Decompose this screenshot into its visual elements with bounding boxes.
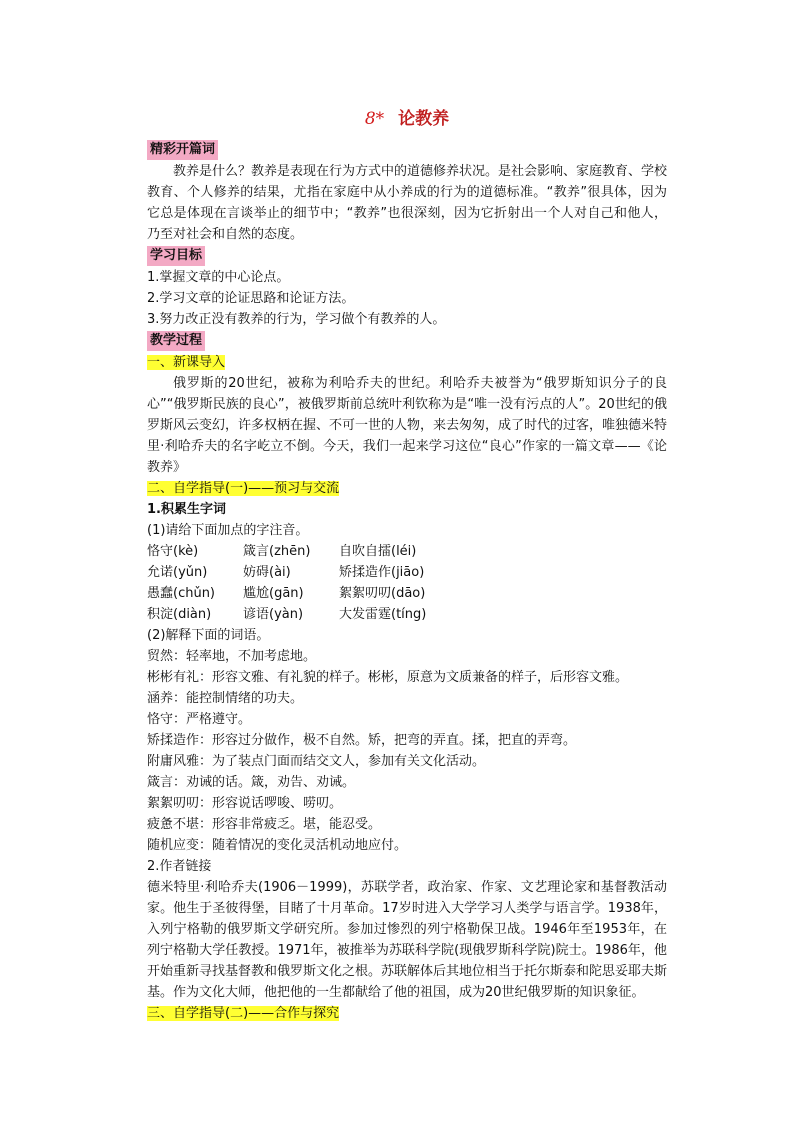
definition-item: 疲惫不堪：形容非常疲乏。堪，能忍受。 bbox=[147, 817, 382, 832]
definition-item: 絮絮叨叨：形容说话啰唆、唠叨。 bbox=[147, 796, 343, 811]
section-tag-goals: 学习目标 bbox=[147, 246, 205, 266]
definition-item: 恪守：严格遵守。 bbox=[147, 712, 252, 727]
definition-item: 矫揉造作：形容过分做作，极不自然。矫，把弯的弄直。揉，把直的弄弯。 bbox=[147, 733, 577, 748]
section-tag-intro: 精彩开篇词 bbox=[147, 140, 218, 160]
pinyin-word: 絮絮叨叨(dāo) bbox=[339, 586, 426, 601]
goal-item: 1.掌握文章的中心论点。 bbox=[147, 270, 290, 285]
part1-heading: 一、新课导入 bbox=[147, 355, 226, 370]
vocab-heading: 1.积累生字词 bbox=[147, 502, 226, 517]
pinyin-word: 谚语(yàn) bbox=[243, 607, 304, 622]
pinyin-word: 积淀(diàn) bbox=[147, 607, 212, 622]
lesson-name: 论教养 bbox=[398, 109, 450, 129]
lesson-number: 8* bbox=[364, 109, 385, 129]
section-tag-process: 教学过程 bbox=[147, 331, 205, 351]
author-paragraph: 德米特里·利哈乔夫(1906－1999)，苏联学者，政治家、作家、文艺理论家和基督教活动家。他生于圣彼得堡，目睹了十月革命。17岁时进入大学学习人类学与语言学。1938年，入列宁格勒的俄罗斯文学研究所。参加过惨烈的列宁格勒保卫战。1946年至1953年，在列宁格勒大学任教授。1971年，被推举为苏联科学院(现俄罗斯科学院)院士。1986年，他开始重新寻找基督教和俄罗斯文化之根。苏联解体后其地位相当于托尔斯泰和陀思妥耶夫斯基。作为文化大师，他把他的一生都献给了他的祖国，成为20世纪俄罗斯的知识象征。 bbox=[147, 880, 668, 1000]
pinyin-word: 恪守(kè) bbox=[147, 544, 199, 559]
goal-item: 3.努力改正没有教养的行为，学习做个有教养的人。 bbox=[147, 312, 446, 327]
pinyin-word: 愚蠢(chǔn) bbox=[147, 586, 216, 601]
author-heading: 2.作者链接 bbox=[147, 859, 212, 874]
lesson-content bbox=[147, 106, 667, 1024]
definition-item: 贸然：轻率地，不加考虑地。 bbox=[147, 649, 317, 664]
pinyin-word: 箴言(zhēn) bbox=[243, 544, 311, 559]
definition-instruction: (2)解释下面的词语。 bbox=[147, 628, 270, 643]
pinyin-instruction: (1)请给下面加点的字注音。 bbox=[147, 523, 309, 538]
pinyin-word: 尴尬(gān) bbox=[243, 586, 304, 601]
lesson-title bbox=[147, 106, 667, 132]
definition-list bbox=[147, 646, 667, 856]
definition-item: 彬彬有礼：形容文雅、有礼貌的样子。彬彬，原意为文质兼备的样子，后形容文雅。 bbox=[147, 670, 629, 685]
pinyin-word: 矫揉造作(jiāo) bbox=[339, 565, 425, 580]
part3-heading: 三、自学指导(二)——合作与探究 bbox=[147, 1006, 340, 1021]
definition-item: 涵养：能控制情绪的功夫。 bbox=[147, 691, 304, 706]
pinyin-word: 妨碍(ài) bbox=[243, 565, 291, 580]
intro-paragraph: 教养是什么？教养是表现在行为方式中的道德修养状况。是社会影响、家庭教育、学校教育、个人修养的结果，尤指在家庭中从小养成的行为的道德标准。“教养”很具体，因为它总是体现在言谈举止的细节中；“教养”也很深刻，因为它折射出一个人对自己和他人，乃至对社会和自然的态度。 bbox=[147, 164, 668, 242]
pinyin-word: 允诺(yǔn) bbox=[147, 565, 208, 580]
part1-paragraph: 俄罗斯的20世纪，被称为利哈乔夫的世纪。利哈乔夫被誉为“俄罗斯知识分子的良心”“俄罗斯民族的良心”，被俄罗斯前总统叶利钦称为是“唯一没有污点的人”。20世纪的俄罗斯风云变幻，许多权柄在握、不可一世的人物，来去匆匆，成了时代的过客，唯独德米特里·利哈乔夫的名字屹立不倒。今天，我们一起来学习这位“良心”作家的一篇文章——《论教养》 bbox=[147, 376, 668, 475]
pinyin-grid bbox=[147, 541, 667, 625]
goal-item: 2.学习文章的论证思路和论证方法。 bbox=[147, 291, 355, 306]
part2-heading: 二、自学指导(一)——预习与交流 bbox=[147, 481, 340, 496]
pinyin-word: 大发雷霆(tíng) bbox=[339, 607, 427, 622]
pinyin-word: 自吹自擂(léi) bbox=[339, 544, 417, 559]
definition-item: 随机应变：随着情况的变化灵活机动地应付。 bbox=[147, 838, 408, 853]
definition-item: 附庸风雅：为了装点门面而结交文人，参加有关文化活动。 bbox=[147, 754, 486, 769]
definition-item: 箴言：劝诫的话。箴，劝告、劝诫。 bbox=[147, 775, 356, 790]
